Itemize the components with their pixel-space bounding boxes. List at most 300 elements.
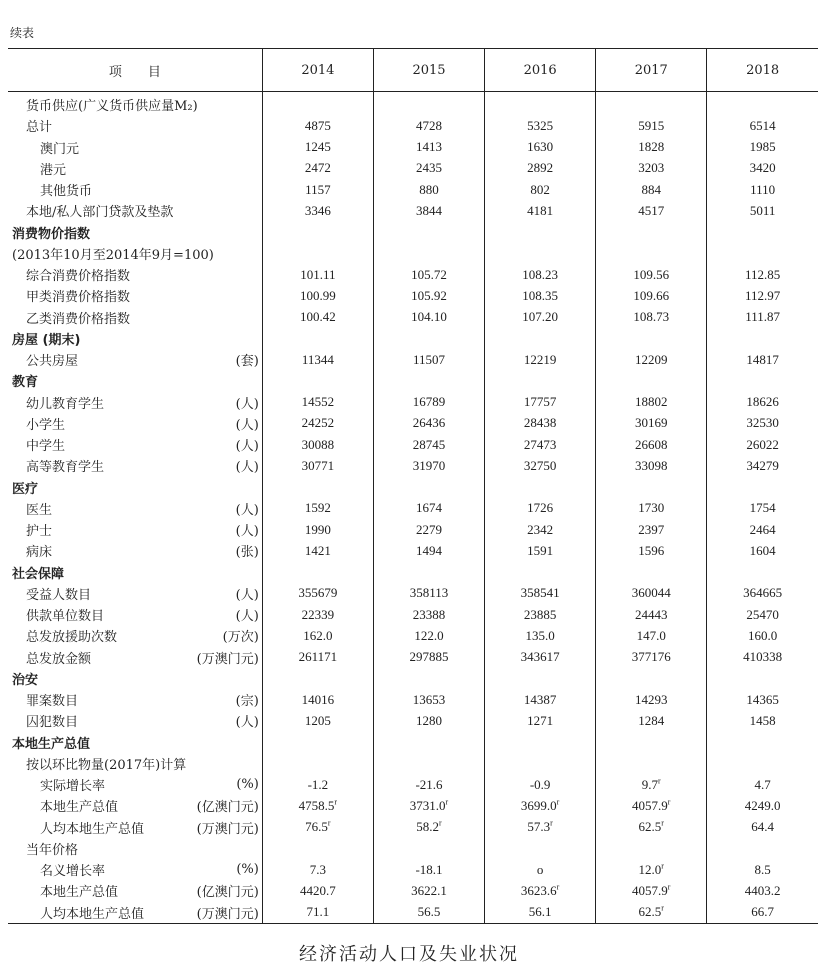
cell-value: 23388 xyxy=(412,606,446,622)
row-unit: (人) xyxy=(235,396,259,412)
cell-value: 33098 xyxy=(635,457,668,473)
table-row xyxy=(8,434,818,455)
cell-value: 25470 xyxy=(746,606,779,622)
value-cell xyxy=(596,817,707,838)
cell-value: 62.5 xyxy=(638,904,662,920)
value-cell xyxy=(262,285,373,306)
value-cell xyxy=(596,795,707,816)
cell-value: 5325 xyxy=(527,117,554,133)
table-row xyxy=(8,902,818,924)
section-heading: 房屋 (期末) xyxy=(12,332,81,348)
cell-value: 802 xyxy=(530,181,550,197)
cell-value: 108.73 xyxy=(633,309,670,325)
cell-value: 4420.7 xyxy=(300,882,336,898)
value-cell xyxy=(707,285,818,306)
cell-value: 1726 xyxy=(527,500,554,516)
value-cell xyxy=(373,264,484,285)
value-cell xyxy=(485,243,596,264)
value-cell xyxy=(596,753,707,774)
row-label: 罪案数目 xyxy=(26,694,79,710)
value-cell xyxy=(707,115,818,136)
revised-mark: r xyxy=(439,818,442,828)
value-cell xyxy=(373,838,484,859)
value-cell xyxy=(373,498,484,519)
table-row xyxy=(8,179,818,200)
value-cell xyxy=(485,562,596,583)
row-label: 幼儿教育学生 xyxy=(26,396,105,412)
cell-value: 3420 xyxy=(749,160,776,176)
row-label-cell xyxy=(8,477,262,498)
section-heading: 本地生产总值 xyxy=(12,736,91,752)
cell-value: 410338 xyxy=(743,649,783,665)
section-heading: 治安 xyxy=(12,672,39,688)
cell-value: 112.97 xyxy=(745,287,781,303)
cell-value: 3699.0 xyxy=(520,797,557,813)
cell-value: 2472 xyxy=(304,160,331,176)
revised-mark: r xyxy=(556,882,560,892)
section-heading: 医疗 xyxy=(12,481,39,497)
table-row xyxy=(8,880,818,901)
value-cell xyxy=(485,753,596,774)
cell-value: 108.35 xyxy=(522,287,558,303)
cell-value: 1421 xyxy=(304,542,331,558)
header-year: 2018 xyxy=(707,49,818,92)
cell-value: 3623.6 xyxy=(520,882,557,898)
cell-value: 30771 xyxy=(301,457,335,473)
cell-value: 1284 xyxy=(638,712,665,728)
cell-value: 66.7 xyxy=(751,904,775,920)
row-label: 中学生 xyxy=(26,439,66,455)
table-row xyxy=(8,413,818,434)
cell-value: -21.6 xyxy=(415,776,443,792)
cell-value: 12.0 xyxy=(638,861,662,877)
cell-value: 3346 xyxy=(304,202,331,218)
cell-value: 14552 xyxy=(301,394,335,410)
value-cell xyxy=(262,200,373,221)
value-cell xyxy=(707,158,818,179)
value-cell xyxy=(707,307,818,328)
row-label: 澳门元 xyxy=(40,141,80,157)
cell-value: 2279 xyxy=(416,521,442,537)
cell-value: 880 xyxy=(419,181,439,197)
row-unit: (万次) xyxy=(222,630,259,646)
row-unit: (人) xyxy=(235,609,259,625)
value-cell xyxy=(707,668,818,689)
value-cell xyxy=(262,817,373,838)
row-label-cell xyxy=(8,413,262,434)
value-cell xyxy=(707,562,818,583)
cell-value: 24252 xyxy=(301,415,335,431)
value-cell xyxy=(373,434,484,455)
row-label-cell xyxy=(8,370,262,391)
value-cell xyxy=(707,349,818,370)
cell-value: 27473 xyxy=(523,436,557,452)
cell-value: 11507 xyxy=(412,351,446,367)
value-cell xyxy=(707,498,818,519)
row-label-cell xyxy=(8,562,262,583)
row-label-cell xyxy=(8,795,262,816)
table-row xyxy=(8,817,818,838)
cell-value: 2397 xyxy=(638,521,665,537)
row-label-cell xyxy=(8,880,262,901)
value-cell xyxy=(373,455,484,476)
row-label-cell xyxy=(8,583,262,604)
value-cell xyxy=(485,328,596,349)
cell-value: 112.85 xyxy=(745,266,781,282)
cell-value: 100.99 xyxy=(300,287,336,303)
cell-value: 24443 xyxy=(635,606,668,622)
value-cell xyxy=(707,795,818,816)
value-cell xyxy=(262,732,373,753)
value-cell xyxy=(262,413,373,434)
cell-value: 14365 xyxy=(746,691,779,707)
value-cell xyxy=(373,689,484,710)
row-label: 公共房屋 xyxy=(26,354,79,370)
value-cell xyxy=(262,902,373,924)
cell-value: 1596 xyxy=(638,542,665,558)
value-cell xyxy=(373,668,484,689)
value-cell xyxy=(485,647,596,668)
row-label-cell xyxy=(8,307,262,328)
value-cell xyxy=(485,625,596,646)
value-cell xyxy=(373,413,484,434)
value-cell xyxy=(485,349,596,370)
revised-mark: r xyxy=(661,903,664,913)
row-label: 供款单位数目 xyxy=(26,609,105,625)
value-cell xyxy=(262,774,373,795)
continued-label: 续表 xyxy=(10,26,35,40)
row-unit: (万澳门元) xyxy=(196,821,259,837)
row-label: 名义增长率 xyxy=(40,864,106,880)
cell-value: 104.10 xyxy=(411,309,447,325)
value-cell xyxy=(373,562,484,583)
value-cell xyxy=(596,392,707,413)
header-year: 2017 xyxy=(596,49,707,92)
row-label-cell xyxy=(8,902,262,924)
value-cell xyxy=(373,604,484,625)
row-label-cell xyxy=(8,498,262,519)
cell-value: 28438 xyxy=(523,415,557,431)
value-cell xyxy=(485,540,596,561)
value-cell xyxy=(262,498,373,519)
value-cell xyxy=(707,902,818,924)
row-label: 医生 xyxy=(26,502,53,518)
cell-value: 358541 xyxy=(520,585,560,601)
cell-value: o xyxy=(536,861,544,877)
cell-value: 12219 xyxy=(523,351,557,367)
value-cell xyxy=(262,689,373,710)
cell-value: -1.2 xyxy=(307,776,329,792)
row-label: 总发放援助次数 xyxy=(26,630,118,646)
table-row xyxy=(8,625,818,646)
revised-mark: r xyxy=(667,882,671,892)
row-label-cell xyxy=(8,817,262,838)
value-cell xyxy=(596,92,707,116)
value-cell xyxy=(373,92,484,116)
row-label-cell xyxy=(8,838,262,859)
row-label-cell xyxy=(8,434,262,455)
value-cell xyxy=(373,328,484,349)
table-row xyxy=(8,795,818,816)
row-label-cell xyxy=(8,604,262,625)
value-cell xyxy=(707,859,818,880)
value-cell xyxy=(262,647,373,668)
cell-value: 2435 xyxy=(416,160,442,176)
row-label-cell xyxy=(8,243,262,264)
cell-value: 1985 xyxy=(749,139,776,155)
value-cell xyxy=(373,392,484,413)
row-unit: (宗) xyxy=(235,694,259,710)
row-label-cell xyxy=(8,647,262,668)
value-cell xyxy=(596,498,707,519)
cell-value: 364665 xyxy=(743,585,783,601)
value-cell xyxy=(485,732,596,753)
table-row xyxy=(8,455,818,476)
value-cell xyxy=(596,710,707,731)
section-row xyxy=(8,668,818,689)
cell-value: 355679 xyxy=(298,585,338,601)
row-label-cell xyxy=(8,137,262,158)
section-heading: 消费物价指数 xyxy=(12,226,91,242)
value-cell xyxy=(373,753,484,774)
cell-value: 1604 xyxy=(749,542,776,558)
value-cell xyxy=(262,583,373,604)
cell-value: 3622.1 xyxy=(411,882,447,898)
row-label-cell xyxy=(8,519,262,540)
section-row xyxy=(8,328,818,349)
row-label-cell xyxy=(8,753,262,774)
cell-value: 1674 xyxy=(416,500,442,516)
value-cell xyxy=(485,498,596,519)
value-cell xyxy=(596,222,707,243)
cell-value: 2342 xyxy=(527,521,554,537)
cell-value: 32750 xyxy=(523,457,557,473)
value-cell xyxy=(262,710,373,731)
cell-value: -18.1 xyxy=(415,861,443,877)
value-cell xyxy=(707,455,818,476)
section-row xyxy=(8,222,818,243)
value-cell xyxy=(596,455,707,476)
value-cell xyxy=(262,838,373,859)
row-unit: (人) xyxy=(235,502,259,518)
value-cell xyxy=(707,732,818,753)
cell-value: 30169 xyxy=(635,415,668,431)
row-label: 当年价格 xyxy=(26,842,79,858)
cell-value: 14817 xyxy=(746,351,779,367)
row-label: 总发放金额 xyxy=(26,651,92,667)
row-unit: (人) xyxy=(235,715,259,731)
row-unit: (%) xyxy=(236,862,259,878)
cell-value: 1157 xyxy=(305,181,331,197)
table-row xyxy=(8,583,818,604)
cell-value: 56.5 xyxy=(417,904,441,920)
cell-value: 71.1 xyxy=(306,904,330,920)
row-label-cell xyxy=(8,179,262,200)
revised-mark: r xyxy=(550,818,553,828)
cell-value: 1413 xyxy=(416,139,442,155)
value-cell xyxy=(262,519,373,540)
row-label: 本地生产总值 xyxy=(40,885,119,901)
row-label: 乙类消费价格指数 xyxy=(26,311,131,327)
cell-value: 1591 xyxy=(527,542,554,558)
cell-value: 1205 xyxy=(304,712,331,728)
section-row xyxy=(8,477,818,498)
cell-value: 14387 xyxy=(523,691,557,707)
value-cell xyxy=(373,243,484,264)
row-label: 囚犯数目 xyxy=(26,715,79,731)
section-heading: 社会保障 xyxy=(12,566,65,582)
cell-value: 343617 xyxy=(520,649,560,665)
value-cell xyxy=(485,179,596,200)
table-row xyxy=(8,137,818,158)
value-cell xyxy=(707,328,818,349)
value-cell xyxy=(707,137,818,158)
table-row xyxy=(8,285,818,306)
cell-value: 1828 xyxy=(638,139,665,155)
value-cell xyxy=(596,519,707,540)
value-cell xyxy=(485,413,596,434)
cell-value: 4403.2 xyxy=(744,882,781,898)
row-unit: (%) xyxy=(236,777,259,793)
revised-mark: r xyxy=(334,797,338,807)
value-cell xyxy=(485,795,596,816)
cell-value: 1245 xyxy=(304,139,331,155)
value-cell xyxy=(373,859,484,880)
cell-value: 1280 xyxy=(416,712,442,728)
cell-value: 4.7 xyxy=(754,776,771,792)
row-unit: (张) xyxy=(235,545,259,561)
cell-value: 1754 xyxy=(749,500,776,516)
revised-mark: r xyxy=(661,861,664,871)
table-row xyxy=(8,349,818,370)
value-cell xyxy=(262,115,373,136)
value-cell xyxy=(707,243,818,264)
cell-value: 62.5 xyxy=(638,819,662,835)
value-cell xyxy=(596,732,707,753)
value-cell xyxy=(596,625,707,646)
value-cell xyxy=(262,349,373,370)
value-cell xyxy=(262,795,373,816)
value-cell xyxy=(707,817,818,838)
value-cell xyxy=(485,880,596,901)
revised-mark: r xyxy=(661,818,664,828)
cell-value: 16789 xyxy=(412,394,446,410)
cell-value: 14293 xyxy=(635,691,668,707)
cell-value: 26608 xyxy=(635,436,668,452)
row-unit: (套) xyxy=(235,354,259,370)
value-cell xyxy=(596,434,707,455)
value-cell xyxy=(262,243,373,264)
value-cell xyxy=(262,880,373,901)
cell-value: 2464 xyxy=(749,521,776,537)
table-row xyxy=(8,158,818,179)
value-cell xyxy=(596,838,707,859)
value-cell xyxy=(485,817,596,838)
value-cell xyxy=(596,158,707,179)
value-cell xyxy=(373,795,484,816)
row-label: 高等教育学生 xyxy=(26,460,105,476)
row-label-cell xyxy=(8,732,262,753)
value-cell xyxy=(596,668,707,689)
row-label-cell xyxy=(8,689,262,710)
value-cell xyxy=(373,200,484,221)
table-row xyxy=(8,859,818,880)
value-cell xyxy=(262,477,373,498)
value-cell xyxy=(485,158,596,179)
cell-value: 18626 xyxy=(746,394,779,410)
value-cell xyxy=(373,880,484,901)
row-label: 受益人数目 xyxy=(26,587,92,603)
row-unit: (人) xyxy=(235,524,259,540)
cell-value: 3731.0 xyxy=(409,797,446,813)
cell-value: 13653 xyxy=(412,691,446,707)
table-row xyxy=(8,838,818,859)
value-cell xyxy=(485,392,596,413)
cell-value: 1110 xyxy=(750,181,776,197)
cell-value: 2892 xyxy=(527,160,554,176)
value-cell xyxy=(596,328,707,349)
cell-value: 9.7 xyxy=(641,776,659,792)
value-cell xyxy=(707,880,818,901)
value-cell xyxy=(707,370,818,391)
table-row xyxy=(8,307,818,328)
value-cell xyxy=(262,158,373,179)
value-cell xyxy=(262,179,373,200)
value-cell xyxy=(596,583,707,604)
value-cell xyxy=(707,392,818,413)
row-unit: (万澳门元) xyxy=(196,906,259,922)
value-cell xyxy=(485,902,596,924)
value-cell xyxy=(262,562,373,583)
value-cell xyxy=(596,604,707,625)
value-cell xyxy=(485,370,596,391)
table-header-row xyxy=(8,49,818,92)
cell-value: 26022 xyxy=(746,436,779,452)
value-cell xyxy=(262,392,373,413)
value-cell xyxy=(707,647,818,668)
cell-value: 101.11 xyxy=(300,266,336,282)
revised-mark: r xyxy=(658,776,661,786)
value-cell xyxy=(262,370,373,391)
value-cell xyxy=(262,859,373,880)
row-label: 总计 xyxy=(26,120,53,136)
value-cell xyxy=(262,668,373,689)
cell-value: 108.23 xyxy=(522,266,558,282)
value-cell xyxy=(262,540,373,561)
row-unit: (亿澳门元) xyxy=(196,885,259,901)
cell-value: 1592 xyxy=(304,500,331,516)
value-cell xyxy=(596,349,707,370)
cell-value: 4181 xyxy=(527,202,554,218)
value-cell xyxy=(485,519,596,540)
row-label-cell xyxy=(8,392,262,413)
value-cell xyxy=(596,285,707,306)
header-year: 2015 xyxy=(373,49,484,92)
cell-value: 57.3 xyxy=(527,819,551,835)
cell-value: 6514 xyxy=(749,117,776,133)
value-cell xyxy=(373,625,484,646)
cell-value: 4875 xyxy=(304,117,331,133)
cell-value: 105.72 xyxy=(411,266,447,282)
value-cell xyxy=(485,583,596,604)
value-cell xyxy=(262,625,373,646)
value-cell xyxy=(707,519,818,540)
cell-value: 884 xyxy=(641,181,661,197)
cell-value: 1630 xyxy=(527,139,554,155)
row-label-cell xyxy=(8,625,262,646)
table-row xyxy=(8,604,818,625)
value-cell xyxy=(485,264,596,285)
